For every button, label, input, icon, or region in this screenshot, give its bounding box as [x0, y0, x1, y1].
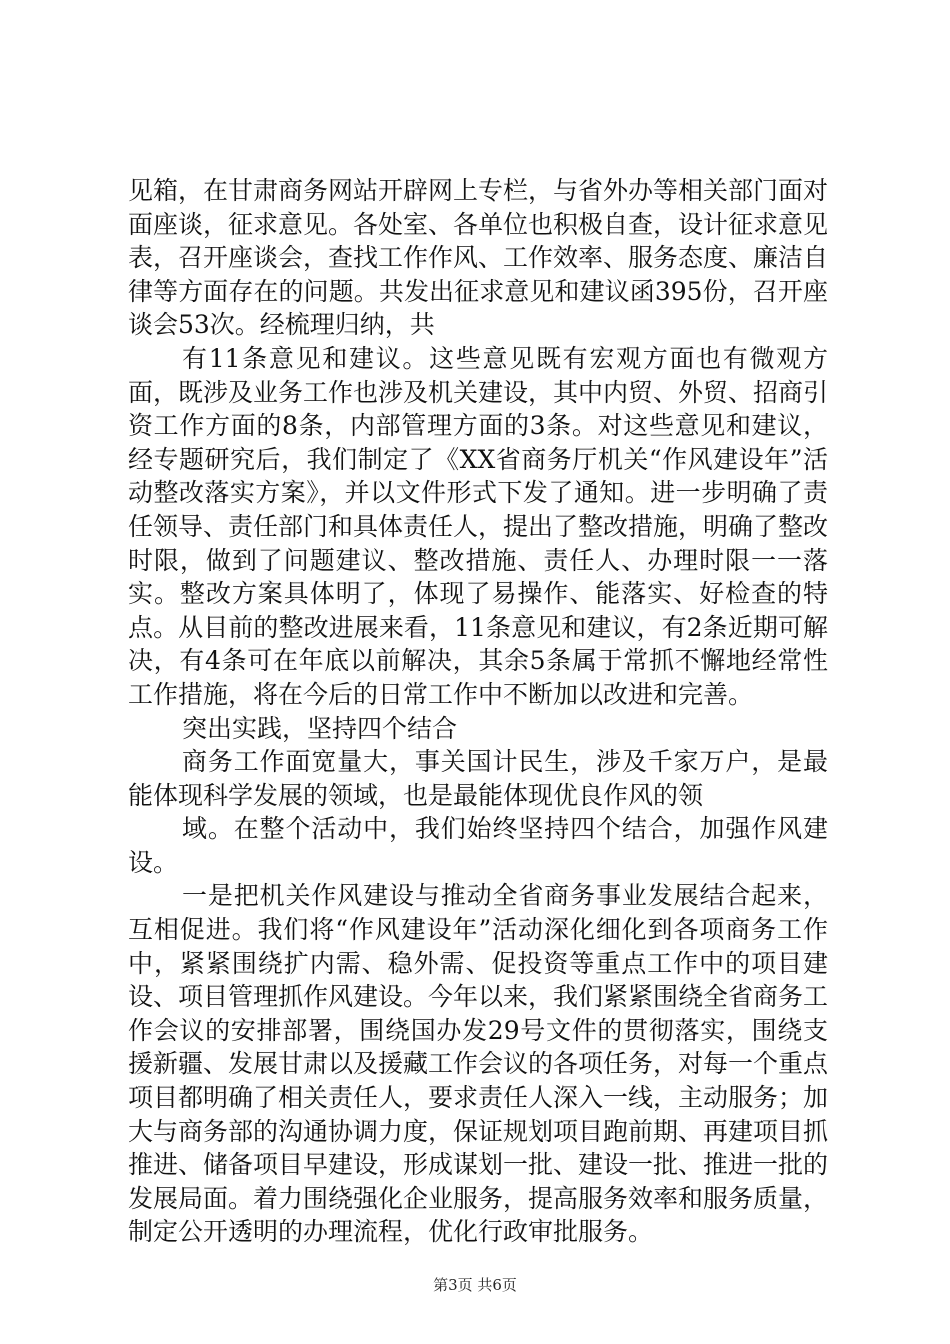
paragraph: 域。在整个活动中，我们始终坚持四个结合，加强作风建设。 [128, 814, 828, 877]
paragraph: 商务工作面宽量大，事关国计民生，涉及千家万户，是最能体现科学发展的领域，也是最能体现优良作风的领 [128, 747, 828, 810]
page-footer: 第3页 共6页 [433, 1276, 517, 1294]
document-body [128, 174, 828, 1249]
paragraph: 有11条意见和建议。这些意见既有宏观方面也有微观方面，既涉及业务工作也涉及机关建设，其中内贸、外贸、招商引资工作方面的8条，内部管理方面的3条。对这些意见和建议，经专题研究后，我们制定了《XX省商务厅机关“作风建设年”活动整改落实方案》，并以文件形式下发了通知。进一步明确了责任领导、责任部门和具体责任人，提出了整改措施，明确了整改时限，做到了问题建议、整改措施、责任人、办理时限一一落实。整改方案具体明了，体现了易操作、能落实、好检查的特点。从目前的整改进展来看，11条意见和建议，有2条近期可解决，有4条可在年底以前解决，其余5条属于常抓不懈地经常性工作措施，将在今后的日常工作中不断加以改进和完善。 [128, 343, 829, 709]
paragraph-continued: 见箱，在甘肃商务网站开辟网上专栏，与省外办等相关部门面对面座谈，征求意见。各处室、各单位也积极自查，设计征求意见表，召开座谈会，查找工作作风、工作效率、服务态度、廉洁自律等方面存在的问题。共发出征求意见和建议函395份，召开座谈会53次。经梳理归纳，共 [128, 176, 829, 340]
section-heading: 突出实践，坚持四个结合 [182, 713, 458, 743]
paragraph: 一是把机关作风建设与推动全省商务事业发展结合起来，互相促进。我们将“作风建设年”活动深化细化到各项商务工作中，紧紧围绕扩内需、稳外需、促投资等重点工作中的项目建设、项目管理抓作风建设。今年以来，我们紧紧围绕全省商务工作会议的安排部署，围绕国办发29号文件的贯彻落实，围绕支援新疆、发展甘肃以及援藏工作会议的各项任务，对每一个重点项目都明确了相关责任人，要求责任人深入一线，主动服务；加大与商务部的沟通协调力度，保证规划项目跑前期、再建项目抓推进、储备项目早建设，形成谋划一批、建设一批、推进一批的发展局面。着力围绕强化企业服务，提高服务效率和服务质量，制定公开透明的办理流程，优化行政审批服务。 [128, 881, 829, 1247]
